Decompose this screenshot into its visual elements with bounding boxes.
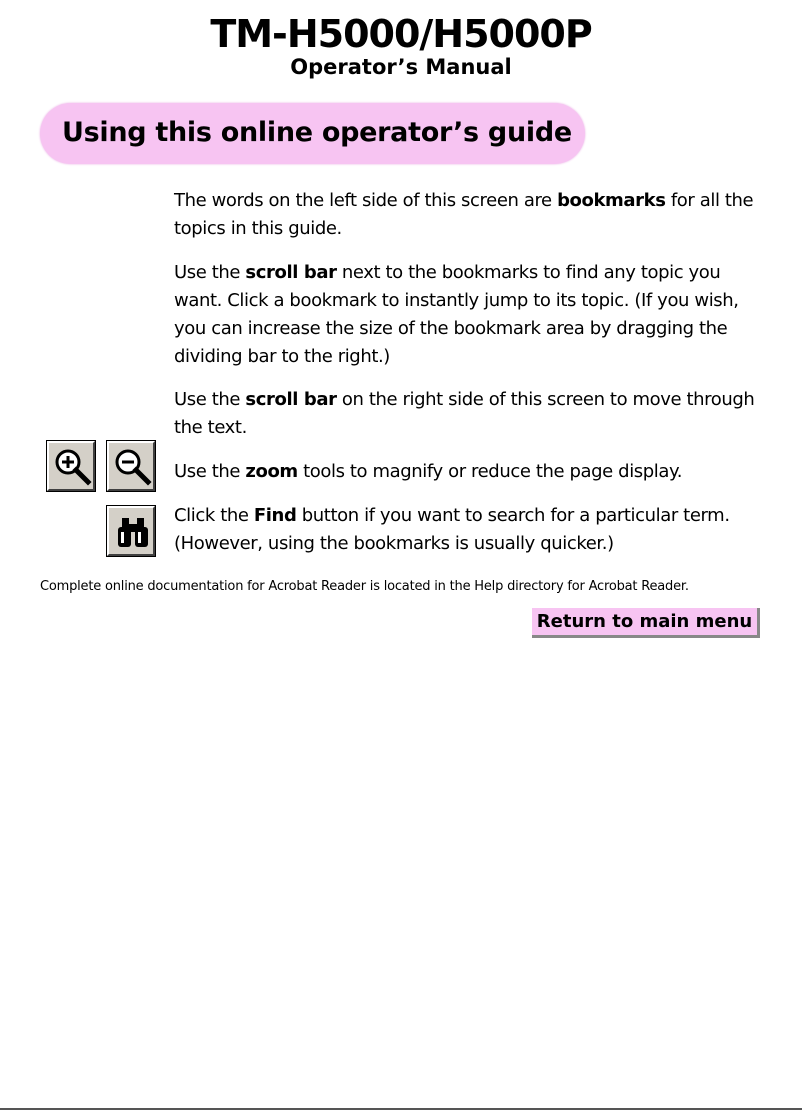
- zoom-in-button[interactable]: [47, 441, 95, 491]
- bookmarks-paragraph: [174, 187, 764, 243]
- text: tools to magnify or reduce the page display.: [297, 461, 683, 482]
- text: Use the: [174, 389, 246, 410]
- bold-term: bookmarks: [557, 190, 666, 211]
- text: Click the: [174, 505, 254, 526]
- document-subtitle: Operator’s Manual: [290, 55, 512, 79]
- document-title: TM-H5000/H5000P: [210, 12, 592, 56]
- binoculars-icon: [113, 512, 153, 552]
- section-heading: Using this online operator’s guide: [62, 117, 572, 148]
- zoom-out-button[interactable]: [107, 441, 155, 491]
- return-to-main-menu-button[interactable]: Return to main menu: [532, 608, 760, 638]
- zoom-paragraph: [174, 458, 764, 486]
- bold-term: scroll bar: [245, 389, 337, 410]
- zoom-in-icon: [53, 447, 93, 487]
- text: next to the bookmarks to find any topic you want. Click a bookmark to instantly jump to its topic. (If you wish, you can increase the size of the bookmark area by dragging the dividing bar to the right.): [174, 262, 739, 367]
- text: for all the topics in this guide.: [174, 190, 754, 239]
- zoom-out-icon: [113, 447, 153, 487]
- scrollbar-text-paragraph: [174, 386, 764, 442]
- text: Use the: [174, 461, 246, 482]
- text: Use the: [174, 262, 246, 283]
- section-heading-banner: [40, 103, 585, 164]
- bold-term: scroll bar: [245, 262, 337, 283]
- acrobat-footnote: Complete online documentation for Acrobat Reader is located in the Help directory for Acrobat Reader.: [40, 579, 689, 594]
- bold-term: Find: [253, 505, 297, 526]
- bold-term: zoom: [245, 461, 298, 482]
- find-paragraph: [174, 502, 764, 558]
- scrollbar-bookmarks-paragraph: [174, 259, 764, 371]
- text: button if you want to search for a particular term. (However, using the bookmarks is usually quicker.): [174, 505, 730, 554]
- find-button[interactable]: [107, 506, 155, 556]
- text: on the right side of this screen to move through the text.: [174, 389, 755, 438]
- text: The words on the left side of this screen are: [174, 190, 558, 211]
